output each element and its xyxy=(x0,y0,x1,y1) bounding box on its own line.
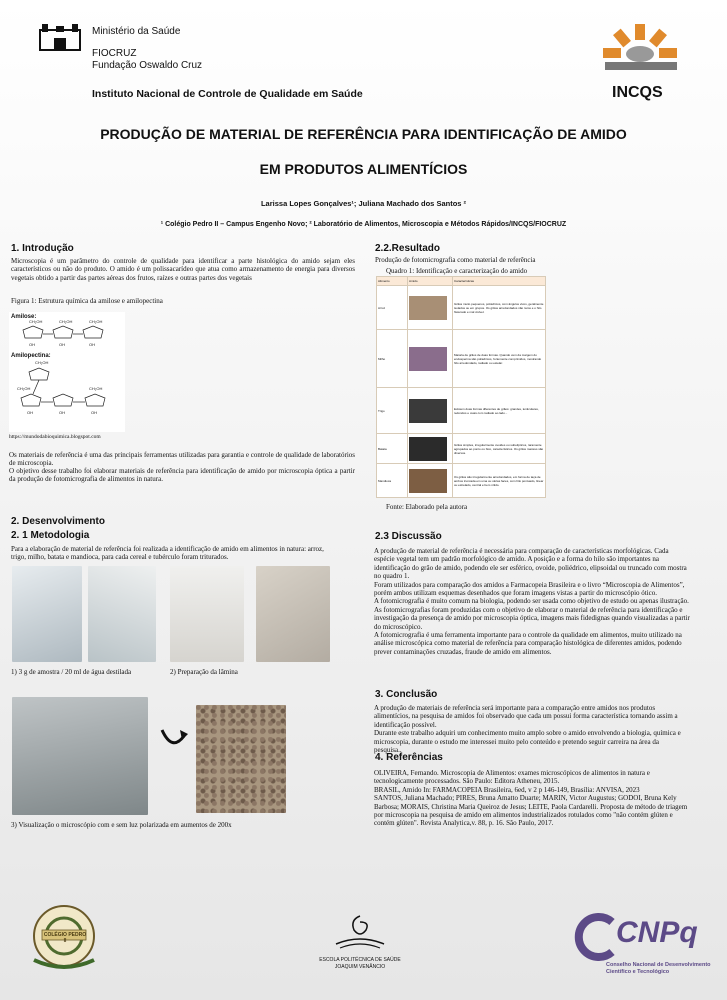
photo-slide-handling xyxy=(256,566,330,662)
glucose-ring-diagram xyxy=(9,312,125,432)
svg-text:CH₂OH: CH₂OH xyxy=(35,360,49,365)
result-paragraph: Produção de fotomicrografia como material de referência xyxy=(375,256,536,264)
discussion-paragraph-4: A fotomicrografia é uma ferramenta importante para o controle da qualidade em alimentos, muito utilizado na análise microscópica como material de referência para comparação histológica de diferentes amidos, podendo prever contaminações cruzadas, fraude de amido em alimentos. xyxy=(374,631,682,656)
svg-text:CH₂OH: CH₂OH xyxy=(29,319,43,324)
starch-photo-batata xyxy=(409,437,447,461)
conclusion-paragraph-1: A produção de materiais de referência será importante para a comparação entre amidos nos produtos alimentícios, na pesquisa de amidos foi observado que cada um possui forma característica tornando assim a identificação possível. xyxy=(374,704,678,729)
epsjv-name-line1: ESCOLA POLITÉCNICA DE SAÚDE xyxy=(319,957,401,963)
photo-starch-micrograph xyxy=(196,705,286,813)
fiocruz-text: FIOCRUZ xyxy=(92,48,137,59)
poster-title-line1: PRODUÇÃO DE MATERIAL DE REFERÊNCIA PARA IDENTIFICAÇÃO DE AMIDO xyxy=(100,126,627,142)
svg-text:OH: OH xyxy=(29,342,35,347)
starch-photo-trigo xyxy=(409,399,447,423)
affiliations: ¹ Colégio Pedro II – Campus Engenho Novo; ² Laboratório de Alimentos, Microscopia e Métodos Rápidos/INCQS/FIOCRUZ xyxy=(160,221,567,228)
food-cell: Trigo xyxy=(377,388,408,434)
column-header-characteristics: Características xyxy=(453,277,546,286)
svg-text:OH: OH xyxy=(59,342,65,347)
discussion-paragraph-1: A produção de material de referência é necessária para comparação de características morfológicas. Cada espécie vegetal tem um padrão morfológico de amido. A posição e a forma do hilo são importantes na identificação do grão de amido, podendo ele ser esférico, ovoide, poliédrico, elipsoidal ou truncado com mostra no quadro 1. xyxy=(374,547,687,581)
table-row xyxy=(377,434,546,464)
table-source: Fonte: Elaborado pela autora xyxy=(386,503,468,511)
incqs-logo-text: INCQS xyxy=(612,84,663,101)
svg-text:OH: OH xyxy=(59,410,65,415)
table-caption: Quadro 1: Identificação e caracterização do amido xyxy=(386,267,528,275)
discussion-body xyxy=(374,547,690,656)
intro-paragraph-1: Microscopia é um parâmetro do controle de qualidade para identificar a parte histológica do amido sejam eles característicos ou não do produto. O amido é um polissacarídeo que atua como armazenamento de energia para diversos vegetais obtido a partir das partes aéreas dos frutos, raízes e outras partes dos vegetais xyxy=(11,257,355,282)
figure-1-caption: Figura 1: Estrutura química da amilose e amilopectina xyxy=(11,297,163,305)
epsjv-logo-icon xyxy=(330,910,390,950)
caption-step-2: 2) Preparação da lâmina xyxy=(170,668,238,676)
discussion-heading: 2.3 Discussão xyxy=(375,531,442,542)
column-header-starch: Amido xyxy=(408,277,453,286)
food-cell: Batata xyxy=(377,434,408,464)
characteristics-cell: Grãos muito pequenos, poliédricos, com ângulos vivos, geralmente isolados ou em grupos. Os grãos arredondados não raros e o hilo fissurado e mal visível. xyxy=(453,286,546,330)
epsjv-name-line2: JOAQUIM VENÂNCIO xyxy=(334,964,386,970)
food-cell: Mandioca xyxy=(377,464,408,498)
development-heading: 2. Desenvolvimento xyxy=(11,516,105,527)
starch-photo-milho xyxy=(409,347,447,371)
incqs-logo-icon xyxy=(595,22,687,84)
svg-text:CH₂OH: CH₂OH xyxy=(17,386,31,391)
svg-text:CH₂OH: CH₂OH xyxy=(89,386,103,391)
methodology-paragraph: Para a elaboração de material de referência foi realizada a identificação de amido em alimentos in natura: arroz, trigo, milho, batata e mandioca, para cada cereal e tubérculo foram triturados. xyxy=(11,545,324,562)
photo-slide-pipette xyxy=(170,566,244,662)
starch-table xyxy=(376,276,546,498)
table-row xyxy=(377,330,546,388)
svg-text:OH: OH xyxy=(91,410,97,415)
svg-text:OH: OH xyxy=(89,342,95,347)
intro-paragraph-3: O objetivo desse trabalho foi elaborar materiais de referência para identificação de amido por microscopia óptica a partir da produção de fotomicrografia de alimentos in natura. xyxy=(9,467,355,484)
characteristics-cell: Os grãos são irregularmente arredondados, em forma de taça de ambos truncada em uma ou várias faces, com hilo pontuado, linear ou estrelado, central e bem nítido. xyxy=(453,464,546,498)
figure-1-source: https://mundodabioquimica.blogspot.com xyxy=(9,434,101,440)
characteristics-cell: Grãos simples, irregularmente ovoides ou subelípticos, raramente agrupados ao ponto ou bico, característicos. Os grãos maiores são diversos. xyxy=(453,434,546,464)
ministry-text: Ministério da Saúde xyxy=(92,26,181,37)
cnpq-logo-icon xyxy=(572,912,616,962)
table-row xyxy=(377,286,546,330)
column-header-food: Alimento xyxy=(377,277,408,286)
colegio-pedro-ii-seal-icon xyxy=(16,900,112,972)
cnpq-name: CNPq xyxy=(616,916,698,949)
characteristics-cell: Maioria de grãos de duas formas. Quando vem da margem do endosperma são poliédricos, fortemente comprimidos, mostrando hilo arredondado, radiado ou estelar. xyxy=(453,330,546,388)
curved-arrow-icon xyxy=(158,722,190,754)
poster-title-line2: EM PRODUTOS ALIMENTÍCIOS xyxy=(259,161,468,177)
caption-step-1: 1) 3 g de amostra / 20 ml de água destilada xyxy=(11,668,132,676)
table-header-row xyxy=(377,277,546,286)
conclusion-body xyxy=(374,704,686,754)
food-cell: Milho xyxy=(377,330,408,388)
food-cell: Arroz xyxy=(377,286,408,330)
svg-text:OH: OH xyxy=(27,410,33,415)
caption-step-3: 3) Visualização o microscópio com e sem luz polarizada em aumentos de 200x xyxy=(11,821,232,829)
svg-text:CH₂OH: CH₂OH xyxy=(89,319,103,324)
discussion-paragraph-3: A fotomicrografia é muito comum na biologia, podendo ser usada como objetivo de estudo ou apenas ilustração. As fotomicrografias foram produzidas com o objetivo de elaborar o material de referência para identificação e investigação da presença de amido por microscopia óptica, imagens mais fidedignas quando visualizadas a partir do microscópico. xyxy=(374,597,690,631)
conclusion-paragraph-2: Durante este trabalho adquiri um conhecimento muito amplo sobre o amido envolvendo a biologia, química e microscopia, durante o estudo me interessei muito pelo conteúdo e pretendo seguir carreira na área da pesquisa.. xyxy=(374,729,681,755)
starch-photo-arroz xyxy=(409,296,447,320)
references-body xyxy=(374,769,688,828)
reference-1: OLIVEIRA, Fernando. Microscopia de Alimentos: exames microscópicos de alimentos in natura e tecnologicamente processados. São Paulo: Editora Atheneu, 2015. xyxy=(374,769,650,786)
references-heading: 4. Referências xyxy=(375,752,443,763)
cnpq-description-line1: Conselho Nacional de Desenvolvimento xyxy=(606,962,711,968)
starch-photo-mandioca xyxy=(409,469,447,493)
amilopectina-label: Amilopectina: xyxy=(11,353,51,359)
table-row xyxy=(377,464,546,498)
authors: Larissa Lopes Gonçalves¹; Juliana Machado dos Santos ² xyxy=(260,199,467,208)
intro-heading: 1. Introdução xyxy=(11,243,74,254)
institute-title: Instituto Nacional de Controle de Qualidade em Saúde xyxy=(92,88,363,100)
photo-sample-preparation xyxy=(12,566,82,662)
colegio-seal-text: COLÉGIO PEDRO II xyxy=(43,932,87,944)
reference-2: BRASIL, Amido In: FARMACOPEIA Brasileira, 6ed, v 2 p 146-149, Brasília: ANVISA, 2023 xyxy=(374,785,640,794)
photo-beaker xyxy=(88,566,156,662)
result-heading: 2.2.Resultado xyxy=(375,243,441,254)
conclusion-heading: 3. Conclusão xyxy=(375,689,438,700)
amilose-label: Amilose: xyxy=(11,314,37,320)
ministry-logo-icon xyxy=(38,22,82,52)
starch-structure-figure xyxy=(9,312,125,432)
methodology-heading: 2. 1 Metodologia xyxy=(11,530,90,541)
discussion-paragraph-2: Foram utilizados para comparação dos amidos a Farmacopeia Brasileira e o livro “Microscopia de Alimentos”, porém ambos utilizam esquemas desenhados que foram imagens vistas a partir do microscópio ótico. xyxy=(374,580,685,598)
characteristics-cell: Existem duas formas diferentes de grãos: grandes, lenticulares, redondos e ovais com radiado ao lado... xyxy=(453,388,546,434)
svg-text:CH₂OH: CH₂OH xyxy=(59,319,73,324)
cnpq-description-line2: Científico e Tecnológico xyxy=(606,969,670,975)
photo-microscope xyxy=(12,697,148,815)
reference-3: SANTOS, Juliana Machado; PIRES, Bruna Amatto Duarte; MARIN, Victor Augustus; GODOI, Bruna Kely Barbosa; MORAIS, Christina Maria Queiroz de Jesus; LEITE, Paola Cardarelli. Proposta de método de triagem por microscopia na pesquisa de amido em alimentos industrializados rotulados como "não contém glúten e contém glúten". Revista Analytica,v. 88, p. 16. São Paulo, 2017. xyxy=(374,794,688,828)
fundacao-text: Fundação Oswaldo Cruz xyxy=(92,60,203,71)
intro-paragraph-2: Os materiais de referência é uma das principais ferramentas utilizadas para garantia e controle de qualidade de laboratórios de microscopia. xyxy=(9,451,355,468)
table-row xyxy=(377,388,546,434)
